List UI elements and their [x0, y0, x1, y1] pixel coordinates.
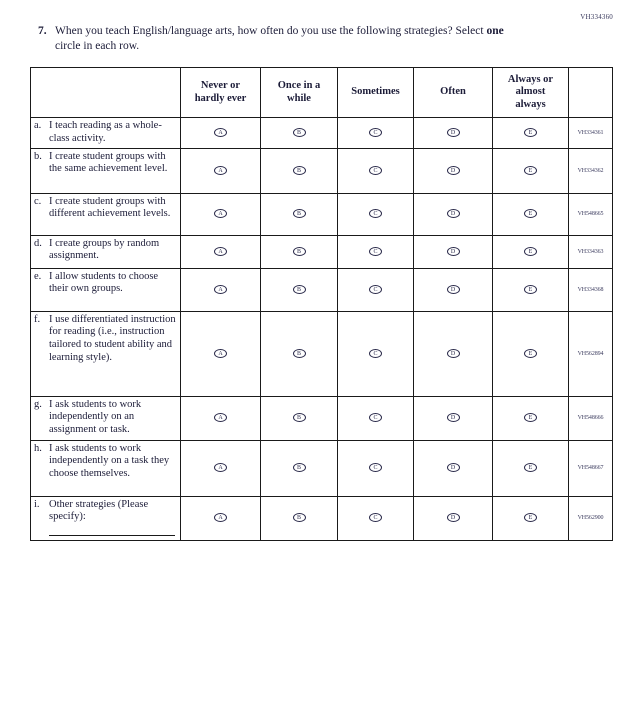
row-text: Other strategies (Please specify): [49, 498, 149, 523]
row-code: VH334363 [569, 235, 613, 268]
row-text: I allow students to choose their own groups. [49, 270, 159, 295]
answer-circle-h-always[interactable]: E [524, 463, 537, 472]
row-letter: d. [34, 237, 42, 249]
table-row-d [31, 235, 613, 268]
answer-circle-c-never[interactable]: A [214, 209, 227, 218]
answer-circle-b-often[interactable]: D [447, 166, 460, 175]
row-text: I teach reading as a whole-class activity. [49, 120, 162, 144]
question-text-before: When you teach English/language arts, how often do you use the following strategies? Select [55, 25, 487, 37]
answer-circle-a-always[interactable]: E [524, 128, 537, 137]
header-sometimes: Sometimes [338, 68, 414, 118]
row-letter: f. [34, 313, 41, 325]
answer-circle-c-often[interactable]: D [447, 209, 460, 218]
row-text: I create student groups with different achievement levels. [49, 195, 171, 220]
row-code: VH562900 [569, 496, 613, 540]
answer-circle-b-once[interactable]: B [293, 166, 306, 175]
write-in-line[interactable] [49, 530, 175, 536]
row-letter: i. [34, 498, 40, 510]
row-text: I ask students to work independently on an assignment or task. [49, 398, 142, 436]
answer-circle-b-never[interactable]: A [214, 166, 227, 175]
row-code: VH334368 [569, 268, 613, 311]
row-letter: a. [34, 120, 42, 131]
question-block [38, 24, 510, 53]
row-code: VH548665 [569, 193, 613, 235]
header-row [31, 68, 613, 118]
answer-circle-a-once[interactable]: B [293, 128, 306, 137]
header-often: Often [414, 68, 493, 118]
answer-circle-e-sometimes[interactable]: C [369, 285, 382, 294]
answer-circle-c-once[interactable]: B [293, 209, 306, 218]
answer-circle-f-never[interactable]: A [214, 349, 227, 358]
answer-circle-a-never[interactable]: A [214, 128, 227, 137]
answer-circle-c-always[interactable]: E [524, 209, 537, 218]
answer-circle-g-sometimes[interactable]: C [369, 413, 382, 422]
header-blank [31, 68, 181, 118]
answer-circle-f-sometimes[interactable]: C [369, 349, 382, 358]
row-text: I create groups by random assignment. [49, 237, 160, 262]
survey-table [30, 67, 613, 541]
question-text-after: circle in each row. [55, 39, 140, 52]
answer-circle-b-always[interactable]: E [524, 166, 537, 175]
row-letter: h. [34, 442, 42, 454]
answer-circle-h-often[interactable]: D [447, 463, 460, 472]
question-bold-word: one [486, 25, 504, 37]
answer-circle-a-often[interactable]: D [447, 128, 460, 137]
row-text: I ask students to work independently on a task they choose themselves. [49, 442, 170, 480]
answer-circle-i-often[interactable]: D [447, 513, 460, 522]
answer-circle-b-sometimes[interactable]: C [369, 166, 382, 175]
row-letter: b. [34, 150, 42, 162]
answer-circle-g-never[interactable]: A [214, 413, 227, 422]
answer-circle-g-always[interactable]: E [524, 413, 537, 422]
form-code: VH334360 [580, 13, 613, 21]
answer-circle-f-often[interactable]: D [447, 349, 460, 358]
header-always-almost-always: Always or almost always [493, 68, 569, 118]
row-text: I use differentiated instruction for reading (i.e., instruction tailored to student ability and learning style). [49, 313, 176, 363]
answer-circle-e-never[interactable]: A [214, 285, 227, 294]
table-row-f [31, 311, 613, 396]
row-code: VH334362 [569, 148, 613, 193]
row-code: VH548666 [569, 396, 613, 440]
answer-circle-i-sometimes[interactable]: C [369, 513, 382, 522]
answer-circle-e-always[interactable]: E [524, 285, 537, 294]
header-never-hardly-ever: Never or hardly ever [181, 68, 261, 118]
question-number: 7. [38, 25, 47, 37]
answer-circle-d-once[interactable]: B [293, 247, 306, 256]
row-code: VH334361 [569, 118, 613, 149]
table-row-b [31, 148, 613, 193]
answer-circle-f-once[interactable]: B [293, 349, 306, 358]
table-row-g [31, 396, 613, 440]
header-once-in-a-while: Once in a while [261, 68, 338, 118]
table-row-e [31, 268, 613, 311]
answer-circle-d-often[interactable]: D [447, 247, 460, 256]
row-letter: g. [34, 398, 42, 410]
table-row-h [31, 440, 613, 496]
row-letter: c. [34, 195, 42, 207]
answer-circle-e-once[interactable]: B [293, 285, 306, 294]
answer-circle-d-never[interactable]: A [214, 247, 227, 256]
answer-circle-i-never[interactable]: A [214, 513, 227, 522]
answer-circle-d-always[interactable]: E [524, 247, 537, 256]
table-row-c [31, 193, 613, 235]
question-text [55, 24, 510, 53]
answer-circle-h-sometimes[interactable]: C [369, 463, 382, 472]
answer-circle-i-once[interactable]: B [293, 513, 306, 522]
row-code: VH548667 [569, 440, 613, 496]
answer-circle-c-sometimes[interactable]: C [369, 209, 382, 218]
answer-circle-g-often[interactable]: D [447, 413, 460, 422]
answer-circle-f-always[interactable]: E [524, 349, 537, 358]
row-code: VH562894 [569, 311, 613, 396]
table-row-i [31, 496, 613, 540]
row-text: I create student groups with the same achievement level. [49, 150, 168, 175]
row-letter: e. [34, 270, 42, 282]
answer-circle-a-sometimes[interactable]: C [369, 128, 382, 137]
answer-circle-e-often[interactable]: D [447, 285, 460, 294]
answer-circle-h-never[interactable]: A [214, 463, 227, 472]
table-row-a [31, 118, 613, 149]
answer-circle-i-always[interactable]: E [524, 513, 537, 522]
header-code-blank [569, 68, 613, 118]
answer-circle-g-once[interactable]: B [293, 413, 306, 422]
answer-circle-h-once[interactable]: B [293, 463, 306, 472]
answer-circle-d-sometimes[interactable]: C [369, 247, 382, 256]
